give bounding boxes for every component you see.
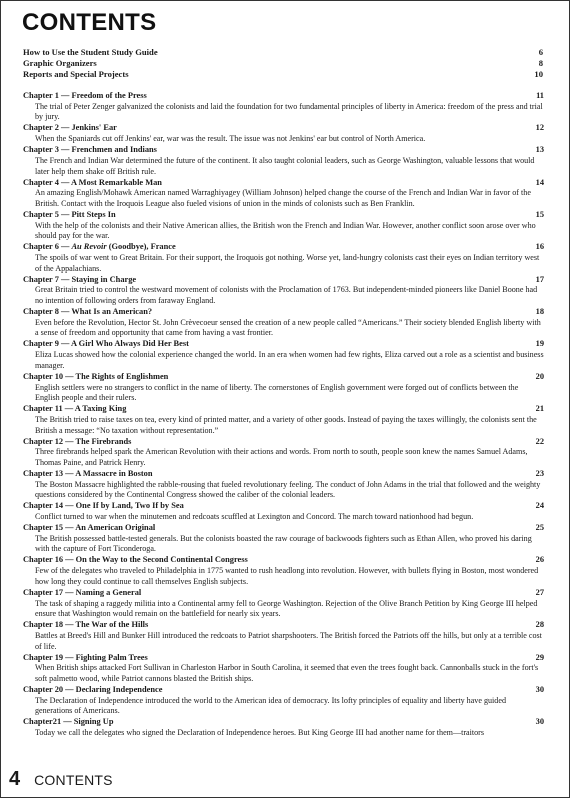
chapter-title: Chapter 7 — Staying in Charge bbox=[23, 274, 137, 284]
chapter-description: An amazing English/Mohawk American named Warraghiyagey (William Johnson) helped change the course of the French and Indian War in favor of the British. Contact with the Iroquois League also fueled visions of union in the minds of colonists such as Ben Franklin. bbox=[35, 188, 531, 208]
chapter-entry bbox=[23, 307, 544, 339]
chapter-heading-row bbox=[23, 242, 544, 253]
chapter-page-number: 20 bbox=[535, 371, 544, 381]
chapter-page-number: 12 bbox=[535, 123, 544, 133]
chapter-title: Chapter 16 — On the Way to the Second Continental Congress bbox=[23, 555, 248, 565]
chapter-page-number: 14 bbox=[535, 177, 544, 187]
chapter-entry bbox=[23, 210, 544, 242]
chapter-heading-row bbox=[23, 339, 544, 350]
chapter-entry bbox=[23, 372, 544, 404]
chapter-heading-row bbox=[23, 653, 544, 664]
intro-item bbox=[23, 58, 543, 69]
chapter-entry bbox=[23, 588, 544, 620]
footer-label: CONTENTS bbox=[34, 772, 113, 788]
chapter-title: Chapter21 — Signing Up bbox=[23, 717, 114, 727]
chapter-title: Chapter 13 — A Massacre in Boston bbox=[23, 468, 153, 478]
chapter-title: Chapter 17 — Naming a General bbox=[23, 587, 142, 597]
intro-item-page: 10 bbox=[534, 69, 543, 79]
chapter-description: The Declaration of Independence introduced the world to the American idea of democracy. Its lofty principles of equality and liberty have guided generations of Americans. bbox=[35, 695, 506, 716]
chapter-page-number: 26 bbox=[535, 555, 544, 565]
chapter-heading-row bbox=[23, 469, 544, 480]
chapter-title: Chapter 15 — An American Original bbox=[23, 523, 156, 533]
chapter-heading-row bbox=[23, 588, 544, 599]
chapter-page-number: 17 bbox=[535, 274, 544, 284]
chapter-heading-row bbox=[23, 555, 544, 566]
chapter-entry bbox=[23, 339, 544, 371]
intro-item-label: Reports and Special Projects bbox=[23, 69, 129, 79]
chapter-description: The task of shaping a raggedy militia into a Continental army fell to George Washington. Rejection of the Olive Branch Petition by King George III helped ensure that Washington would remain on the battlefield for nearly six years. bbox=[35, 598, 538, 619]
chapter-description: English settlers were no strangers to conflict in the name of liberty. The cornerstones of English government were forged out of conflicts between the English people and their rulers. bbox=[35, 382, 519, 403]
chapter-page-number: 19 bbox=[535, 339, 544, 349]
chapter-entry bbox=[23, 437, 544, 469]
chapter-title: Chapter 12 — The Firebrands bbox=[23, 436, 132, 446]
chapter-description: The British tried to raise taxes on tea, every kind of printed matter, and a variety of other goods. Instead of paying the taxes willingly, the colonists sent the British a message: “No taxation without representation.” bbox=[35, 414, 537, 435]
chapter-heading-row bbox=[23, 523, 544, 534]
chapter-page-number: 23 bbox=[535, 468, 544, 478]
chapter-entry bbox=[23, 178, 544, 210]
chapter-entry bbox=[23, 501, 544, 522]
chapter-entry bbox=[23, 685, 544, 717]
chapter-description: Battles at Breed's Hill and Bunker Hill introduced the redcoats to Patriot sharpshooters. The British forced the Patriots off the hills, but only at a terrible cost of life. bbox=[35, 630, 542, 651]
chapter-page-number: 24 bbox=[535, 501, 544, 511]
chapter-description: Today we call the delegates who signed the Declaration of Independence heroes. But King George III had another name for them—traitors bbox=[35, 728, 484, 738]
chapter-title: Chapter 18 — The War of the Hills bbox=[23, 620, 149, 630]
chapter-title: Chapter 8 — What Is an American? bbox=[23, 307, 153, 317]
chapter-description: With the help of the colonists and their Native American allies, the British won the French and Indian War. However, another conflict soon arose over who should pay for the war. bbox=[35, 220, 536, 241]
chapter-title: Chapter 6 — Au Revoir (Goodbye), France bbox=[23, 242, 176, 252]
chapter-page-number: 22 bbox=[535, 436, 544, 446]
chapter-description: The British possessed battle-tested generals. But the colonists boasted the raw courage of backwoods fighters such as Ethan Allen, who proved his daring with the capture of Fort Ticonderoga. bbox=[35, 533, 532, 554]
chapter-heading-row bbox=[23, 91, 544, 102]
chapter-title: Chapter 19 — Fighting Palm Trees bbox=[23, 652, 148, 662]
chapter-title: Chapter 14 — One If by Land, Two If by Sea bbox=[23, 501, 184, 511]
chapter-heading-row bbox=[23, 437, 544, 448]
chapter-entry bbox=[23, 242, 544, 274]
chapter-description: Three firebrands helped spark the American Revolution with their actions and words. From north to south, people soon knew the names Samuel Adams, Thomas Paine, and Patrick Henry. bbox=[35, 447, 528, 467]
chapter-title: Chapter 11 — A Taxing King bbox=[23, 404, 127, 414]
chapter-page-number: 29 bbox=[535, 652, 544, 662]
chapter-page-number: 27 bbox=[535, 587, 544, 597]
page-footer bbox=[9, 768, 113, 791]
intro-list bbox=[23, 47, 543, 80]
chapter-description: The French and Indian War determined the future of the continent. It also taught colonial leaders, such as George Washington, valuable lessons that would later help them shake off British rule. bbox=[35, 155, 535, 176]
intro-item-page: 8 bbox=[538, 58, 543, 68]
chapter-heading-row bbox=[23, 404, 544, 415]
chapter-entry bbox=[23, 620, 544, 652]
chapter-page-number: 18 bbox=[535, 307, 544, 317]
chapter-heading-row bbox=[23, 275, 544, 286]
chapter-title: Chapter 2 — Jenkins' Ear bbox=[23, 123, 117, 133]
chapter-entry bbox=[23, 469, 544, 501]
chapter-description: Few of the delegates who traveled to Philadelphia in 1775 wanted to rush headlong into revolution. However, with bullets flying in Boston, most wondered how long they could continue to call themselves English subjects. bbox=[35, 566, 539, 586]
chapter-entry bbox=[23, 523, 544, 555]
intro-item bbox=[23, 47, 543, 58]
chapter-heading-row bbox=[23, 620, 544, 631]
intro-item-page: 6 bbox=[538, 47, 543, 57]
chapter-page-number: 15 bbox=[535, 209, 544, 219]
chapter-title: Chapter 5 — Pitt Steps In bbox=[23, 209, 116, 219]
chapter-heading-row bbox=[23, 717, 544, 728]
chapter-page-number: 11 bbox=[536, 91, 544, 100]
chapter-title: Chapter 1 — Freedom of the Press bbox=[23, 91, 147, 100]
chapter-description: The Boston Massacre highlighted the rabble-rousing that fueled revolutionary feeling. The conduct of John Adams in the trial that followed and the weighty questions considered by the Continental Congress showed the caliber of the colonial leaders. bbox=[35, 479, 541, 500]
chapter-title: Chapter 20 — Declaring Independence bbox=[23, 684, 163, 694]
chapter-entry bbox=[23, 123, 544, 144]
intro-item-label: How to Use the Student Study Guide bbox=[23, 47, 158, 57]
intro-item-label: Graphic Organizers bbox=[23, 58, 97, 68]
chapter-entry bbox=[23, 653, 544, 685]
chapter-description: Great Britain tried to control the westward movement of colonists with the Proclamation of 1763. But independent-minded pioneers like Daniel Boone had no intention of following orders from faraway England. bbox=[35, 285, 538, 306]
chapter-description: Even before the Revolution, Hector St. John Crèvecoeur sensed the creation of a new people called “Americans.” Their society blended English liberty with a sense of freedom and opportunity that came from having a vast frontier. bbox=[35, 317, 541, 338]
chapter-heading-row bbox=[23, 501, 544, 512]
chapter-heading-row bbox=[23, 210, 544, 221]
page-title: CONTENTS bbox=[22, 9, 157, 36]
footer-page-number: 4 bbox=[9, 768, 21, 790]
chapter-page-number: 30 bbox=[535, 684, 544, 694]
chapter-page-number: 28 bbox=[535, 620, 544, 630]
chapter-entry bbox=[23, 555, 544, 587]
chapter-description: The trial of Peter Zenger galvanized the colonists and laid the foundation for two fundamental principles of liberty in America: freedom of the press and trial by jury. bbox=[35, 101, 543, 122]
chapter-title: Chapter 4 — A Most Remarkable Man bbox=[23, 177, 162, 187]
chapter-title: Chapter 3 — Frenchmen and Indians bbox=[23, 145, 157, 155]
chapter-description: The spoils of war went to Great Britain. For their support, the Iroquois got nothing. Worse yet, land-hungry colonists cast their eyes on Indian territory west of the Appalachians. bbox=[35, 253, 540, 273]
chapter-heading-row bbox=[23, 145, 544, 156]
chapter-entry bbox=[23, 404, 544, 436]
chapter-page-number: 13 bbox=[535, 145, 544, 155]
intro-item bbox=[23, 69, 543, 80]
chapter-heading-row bbox=[23, 178, 544, 189]
chapter-entry bbox=[23, 145, 544, 177]
chapter-page-number: 21 bbox=[535, 404, 544, 414]
chapter-list bbox=[23, 91, 544, 739]
chapter-page-number: 30 bbox=[535, 717, 544, 727]
chapter-entry bbox=[23, 717, 544, 738]
chapter-heading-row bbox=[23, 685, 544, 696]
chapter-page-number: 16 bbox=[535, 242, 544, 252]
chapter-title: Chapter 9 — A Girl Who Always Did Her Best bbox=[23, 339, 189, 349]
chapter-title: Chapter 10 — The Rights of Englishmen bbox=[23, 371, 169, 381]
chapter-page-number: 25 bbox=[535, 523, 544, 533]
chapter-description: Conflict turned to war when the minutemen and redcoats scuffled at Lexington and Concord. The march toward nationhood had begun. bbox=[35, 512, 474, 522]
chapter-description: When the Spaniards cut off Jenkins' ear, war was the result. The issue was not Jenkins' ear but control of North America. bbox=[35, 134, 426, 144]
chapter-description: Eliza Lucas showed how the colonial experience changed the world. In an era when women had few rights, Eliza carved out a role as a scientist and business manager. bbox=[35, 350, 544, 370]
chapter-description: When British ships attacked Fort Sullivan in Charleston Harbor in South Carolina, it seemed that even the trees fought back. Cannonballs stuck in the fort's soft palmetto wood, while Patriot cannons blasted the British ships. bbox=[35, 663, 539, 683]
chapter-entry bbox=[23, 275, 544, 307]
chapter-heading-row bbox=[23, 307, 544, 318]
chapter-heading-row bbox=[23, 372, 544, 383]
chapter-heading-row bbox=[23, 123, 544, 134]
chapter-entry bbox=[23, 91, 544, 123]
